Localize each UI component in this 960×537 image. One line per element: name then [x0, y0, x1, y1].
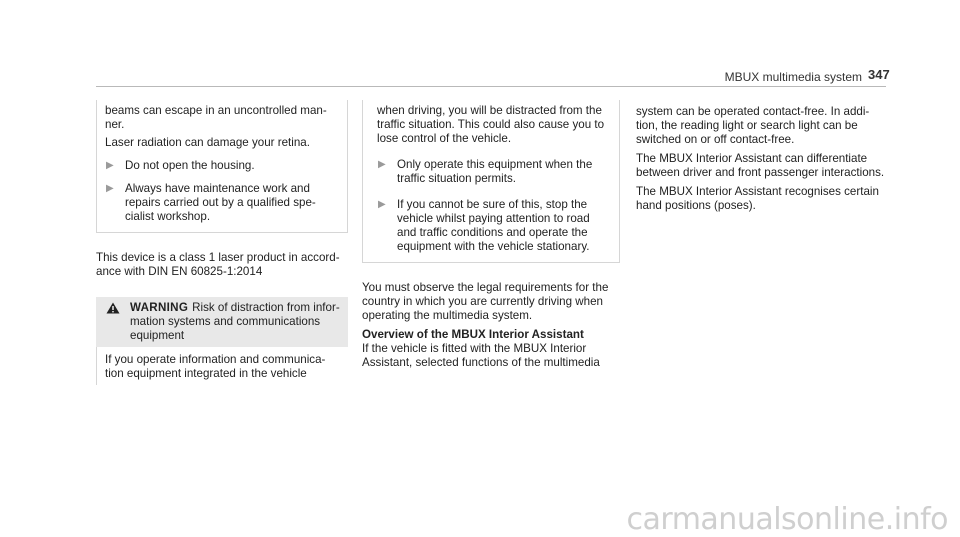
arrow-right-icon: ▶: [106, 160, 114, 171]
section-title: MBUX multimedia system: [724, 70, 862, 84]
text-line: tion equipment integrated in the vehicle: [105, 367, 307, 380]
page-number: 347: [868, 67, 890, 82]
list-item-text: vehicle whilst paying attention to road: [397, 212, 590, 225]
body-text: operating the multimedia system.: [362, 309, 533, 322]
body-text: This device is a class 1 laser product in accord-: [96, 251, 340, 264]
text-line: lose control of the vehicle.: [377, 132, 512, 145]
body-text: You must observe the legal requirements for the: [362, 281, 609, 294]
laser-warning-continuation-box: [96, 100, 348, 233]
warning-block: [96, 297, 348, 385]
column-3: [636, 105, 886, 213]
arrow-right-icon: ▶: [378, 199, 386, 210]
watermark: carmanualsonline.info: [626, 502, 948, 537]
list-item-text: traffic situation permits.: [397, 172, 516, 185]
list-item-text: Do not open the housing.: [125, 159, 255, 172]
body-text: The MBUX Interior Assistant can differentiate: [636, 152, 868, 165]
page-header: [0, 0, 960, 100]
column-2: [362, 100, 620, 370]
arrow-right-icon: ▶: [106, 183, 114, 194]
body-text: country in which you are currently driving when: [362, 295, 604, 308]
body-text: The MBUX Interior Assistant recognises certain: [636, 185, 879, 198]
warning-header: [96, 297, 348, 347]
text-line: traffic situation. This could also cause you to: [377, 118, 605, 131]
warning-body: [96, 347, 348, 385]
section-heading: Overview of the MBUX Interior Assistant: [362, 328, 584, 341]
body-text: system can be operated contact-free. In addi-: [636, 105, 870, 118]
text-line: Laser radiation can damage your retina.: [105, 136, 310, 149]
list-item-text: and traffic conditions and operate the: [397, 226, 588, 239]
list-item-text: cialist workshop.: [125, 210, 211, 223]
warning-label: WARNING: [130, 301, 189, 314]
warning-title: Risk of distraction from infor-: [192, 301, 340, 314]
body-text: ance with DIN EN 60825-1:2014: [96, 265, 263, 278]
warning-title: equipment: [130, 329, 185, 342]
text-line: when driving, you will be distracted from the: [377, 104, 602, 117]
text-line: If you operate information and communica-: [105, 353, 326, 366]
list-item: [105, 159, 339, 173]
list-item-text: equipment with the vehicle stationary.: [397, 240, 590, 253]
list-item: [105, 182, 339, 224]
body-text: switched on or off contact-free.: [636, 133, 795, 146]
warning-continuation-box: [362, 100, 620, 263]
body-text: between driver and front passenger interactions.: [636, 166, 885, 179]
body-text: hand positions (poses).: [636, 199, 756, 212]
list-item-text: Always have maintenance work and repairs carried out by a qualified spe-: [125, 182, 316, 209]
list-item: [377, 198, 611, 254]
body-text: tion, the reading light or search light can be: [636, 119, 858, 132]
list-item-text: Only operate this equipment when the: [397, 158, 593, 171]
list-item: [377, 158, 611, 186]
text-line: ner.: [105, 118, 125, 131]
text-line: beams can escape in an uncontrolled man-: [105, 104, 327, 117]
header-divider: [96, 86, 886, 87]
list-item-text: If you cannot be sure of this, stop the: [397, 198, 588, 211]
warning-triangle-icon: [106, 302, 120, 314]
body-text: Assistant, selected functions of the multimedia: [362, 356, 600, 369]
arrow-right-icon: ▶: [378, 159, 386, 170]
warning-title: mation systems and communications: [130, 315, 321, 328]
body-text: If the vehicle is fitted with the MBUX Interior: [362, 342, 587, 355]
column-1: [96, 100, 348, 385]
